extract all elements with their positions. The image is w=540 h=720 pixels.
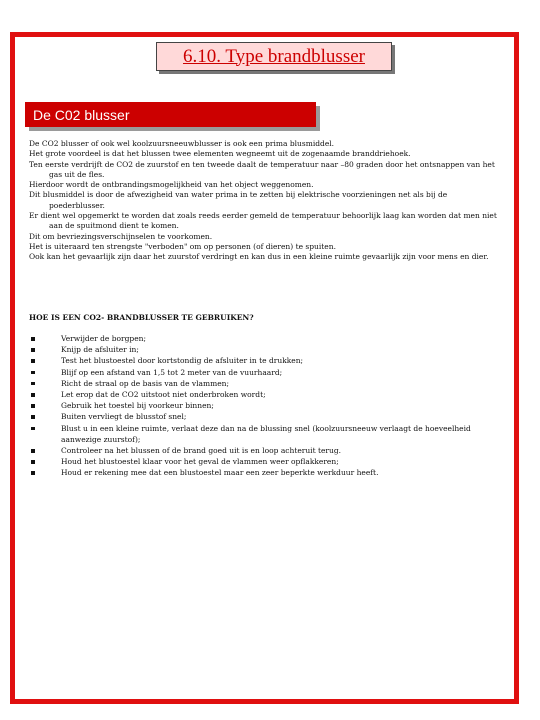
step-text: Controleer na het blussen of de brand goed uit is en loop achteruit terug.	[61, 446, 342, 456]
list-item	[29, 355, 499, 366]
bullet-icon	[31, 337, 35, 341]
list-item	[29, 367, 499, 378]
howto-heading: HOE IS EEN CO2- BRANDBLUSSER TE GEBRUIKEN?	[29, 313, 254, 322]
list-item	[29, 389, 499, 400]
paragraph: Dit om bevriezingsverschijnselen te voorkomen.	[29, 231, 213, 241]
bullet-icon	[31, 382, 35, 386]
bullet-icon	[31, 371, 35, 375]
paragraph: Ten eerste verdrijft de CO2 de zuurstof en ten tweede daalt de temperatuur naar –80 graden door het ontsnappen van het gas uit de fles.	[29, 159, 495, 179]
step-text: Buiten vervliegt de blusstof snel;	[61, 412, 187, 422]
bullet-icon	[31, 404, 35, 408]
step-text: Verwijder de borgpen;	[61, 334, 147, 343]
bullet-icon	[31, 359, 35, 363]
paragraph: De CO2 blusser of ook wel koolzuursneeuwblusser is ook een prima blusmiddel.	[29, 139, 335, 148]
list-item	[29, 456, 499, 467]
step-text: Blijf op een afstand van 1,5 tot 2 meter van de vuurhaard;	[61, 367, 283, 377]
step-text: Houd er rekening mee dat een blustoestel maar een zeer beperkte werkduur heeft.	[61, 468, 379, 478]
step-text: Knijp de afsluiter in;	[61, 345, 139, 355]
bullet-icon	[31, 449, 35, 453]
step-text: Blust u in een kleine ruimte, verlaat deze dan na de blussing snel (koolzuursneeuw verlaagt de hoeveelheid aanwezige zuurstof);	[61, 423, 471, 444]
bullet-icon	[31, 427, 35, 431]
list-item	[29, 423, 499, 445]
list-item	[29, 411, 499, 422]
list-item	[29, 445, 499, 456]
paragraph: Het grote voordeel is dat het blussen twee elementen wegneemt uit de zogenaamde branddriehoek.	[29, 149, 411, 159]
list-item	[29, 467, 499, 478]
list-item	[29, 400, 499, 411]
paragraph: Hierdoor wordt de ontbrandingsmogelijkheid van het object weggenomen.	[29, 180, 314, 190]
howto-steps-list	[29, 333, 499, 479]
body-text	[29, 139, 499, 263]
paragraph: Ook kan het gevaarlijk zijn daar het zuurstof verdringt en kan dus in een kleine ruimte gevaarlijk zijn voor mens en dier.	[29, 252, 489, 262]
step-text: Test het blustoestel door kortstondig de afsluiter in te drukken;	[61, 356, 304, 366]
paragraph: Er dient wel opgemerkt te worden dat zoals reeds eerder gemeld de temperatuur behoorlijk laag kan worden dat men niet aan de spuitmond dient te komen.	[29, 211, 497, 231]
paragraph: Dit blusmiddel is door de afwezigheid van water prima in te zetten bij elektrische voorzieningen net als bij de poederblusser.	[29, 190, 448, 210]
bullet-icon	[31, 471, 35, 475]
page-title: 6.10. Type brandblusser	[156, 42, 392, 71]
step-text: Houd het blustoestel klaar voor het geval de vlammen weer opflakkeren;	[61, 457, 339, 467]
step-text: Gebruik het toestel bij voorkeur binnen;	[61, 401, 214, 411]
bullet-icon	[31, 460, 35, 464]
bullet-icon	[31, 415, 35, 419]
step-text: Richt de straal op de basis van de vlammen;	[61, 378, 230, 388]
step-text: Let erop dat de CO2 uitstoot niet onderbroken wordt;	[61, 390, 266, 400]
list-item	[29, 378, 499, 389]
bullet-icon	[31, 393, 35, 397]
bullet-icon	[31, 348, 35, 352]
section-subtitle: De C02 blusser	[25, 102, 316, 127]
list-item	[29, 344, 499, 355]
paragraph: Het is uiteraard ten strengste "verboden" om op personen (of dieren) te spuiten.	[29, 241, 336, 251]
list-item	[29, 333, 499, 344]
